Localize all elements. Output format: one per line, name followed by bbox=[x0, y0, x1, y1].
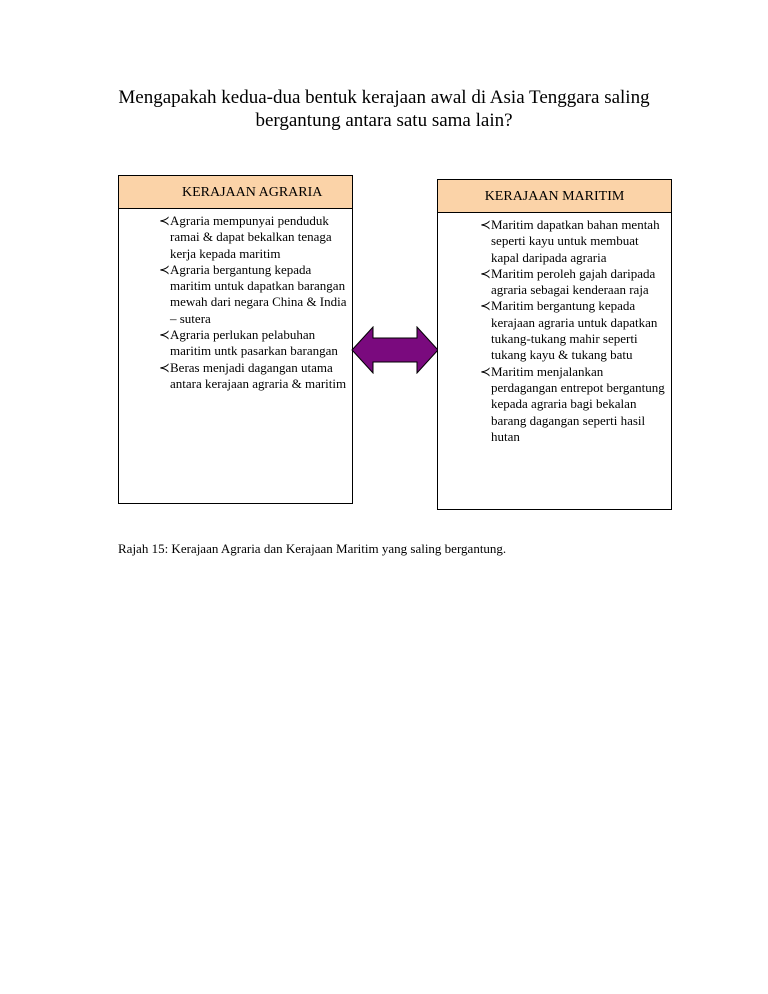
maritim-point: Maritim peroleh gajah daripada agraria sebagai kenderaan raja bbox=[491, 265, 656, 298]
maritim-point-list bbox=[438, 213, 671, 445]
agraria-panel bbox=[118, 175, 353, 504]
agraria-point: Agraria mempunyai penduduk ramai & dapat bekalkan tenaga kerja kepada maritim bbox=[170, 213, 332, 261]
question-line-1: Mengapakah kedua-dua bentuk kerajaan awal di Asia Tenggara saling bbox=[118, 87, 650, 108]
maritim-point: Maritim menjalankan perdagangan entrepot bergantung kepada agraria bagi bekalan barang dagangan seperti hasil hutan bbox=[491, 363, 665, 444]
agraria-point: Agraria perlukan pelabuhan maritim untk pasarkan barangan bbox=[170, 327, 338, 359]
list-item bbox=[480, 364, 667, 445]
list-item bbox=[159, 360, 348, 393]
list-item bbox=[159, 213, 348, 262]
question-title bbox=[100, 86, 668, 132]
arrow-shape bbox=[352, 327, 438, 373]
bullet-icon: ≺ bbox=[480, 298, 491, 314]
list-item bbox=[159, 262, 348, 327]
agraria-point: Agraria bergantung kepada maritim untuk dapatkan barangan mewah dari negara China & India – sutera bbox=[170, 261, 347, 326]
maritim-panel bbox=[437, 179, 672, 510]
list-item bbox=[159, 327, 348, 360]
bullet-icon: ≺ bbox=[159, 261, 170, 277]
figure-caption: Rajah 15: Kerajaan Agraria dan Kerajaan Maritim yang saling bergantung. bbox=[118, 541, 507, 556]
list-item bbox=[480, 217, 667, 266]
question-line-2: bergantung antara satu sama lain? bbox=[255, 110, 513, 131]
maritim-point: Maritim bergantung kepada kerajaan agraria untuk dapatkan tukang-tukang mahir seperti tukang kayu & tukang batu bbox=[491, 298, 658, 363]
bullet-icon: ≺ bbox=[480, 363, 491, 379]
agraria-point: Beras menjadi dagangan utama antara kerajaan agraria & maritim bbox=[170, 359, 347, 391]
bullet-icon: ≺ bbox=[480, 217, 491, 232]
bullet-icon: ≺ bbox=[159, 327, 170, 343]
bullet-icon: ≺ bbox=[159, 359, 170, 375]
double-headed-arrow-icon bbox=[351, 326, 439, 374]
agraria-heading: KERAJAAN AGRARIA bbox=[119, 176, 352, 209]
list-item bbox=[480, 298, 667, 363]
bullet-icon: ≺ bbox=[159, 213, 170, 228]
agraria-point-list bbox=[119, 209, 352, 392]
maritim-point: Maritim dapatkan bahan mentah seperti kayu untuk membuat kapal daripada agraria bbox=[491, 217, 660, 265]
bullet-icon: ≺ bbox=[480, 265, 491, 281]
maritim-heading: KERAJAAN MARITIM bbox=[438, 180, 671, 213]
list-item bbox=[480, 266, 667, 299]
